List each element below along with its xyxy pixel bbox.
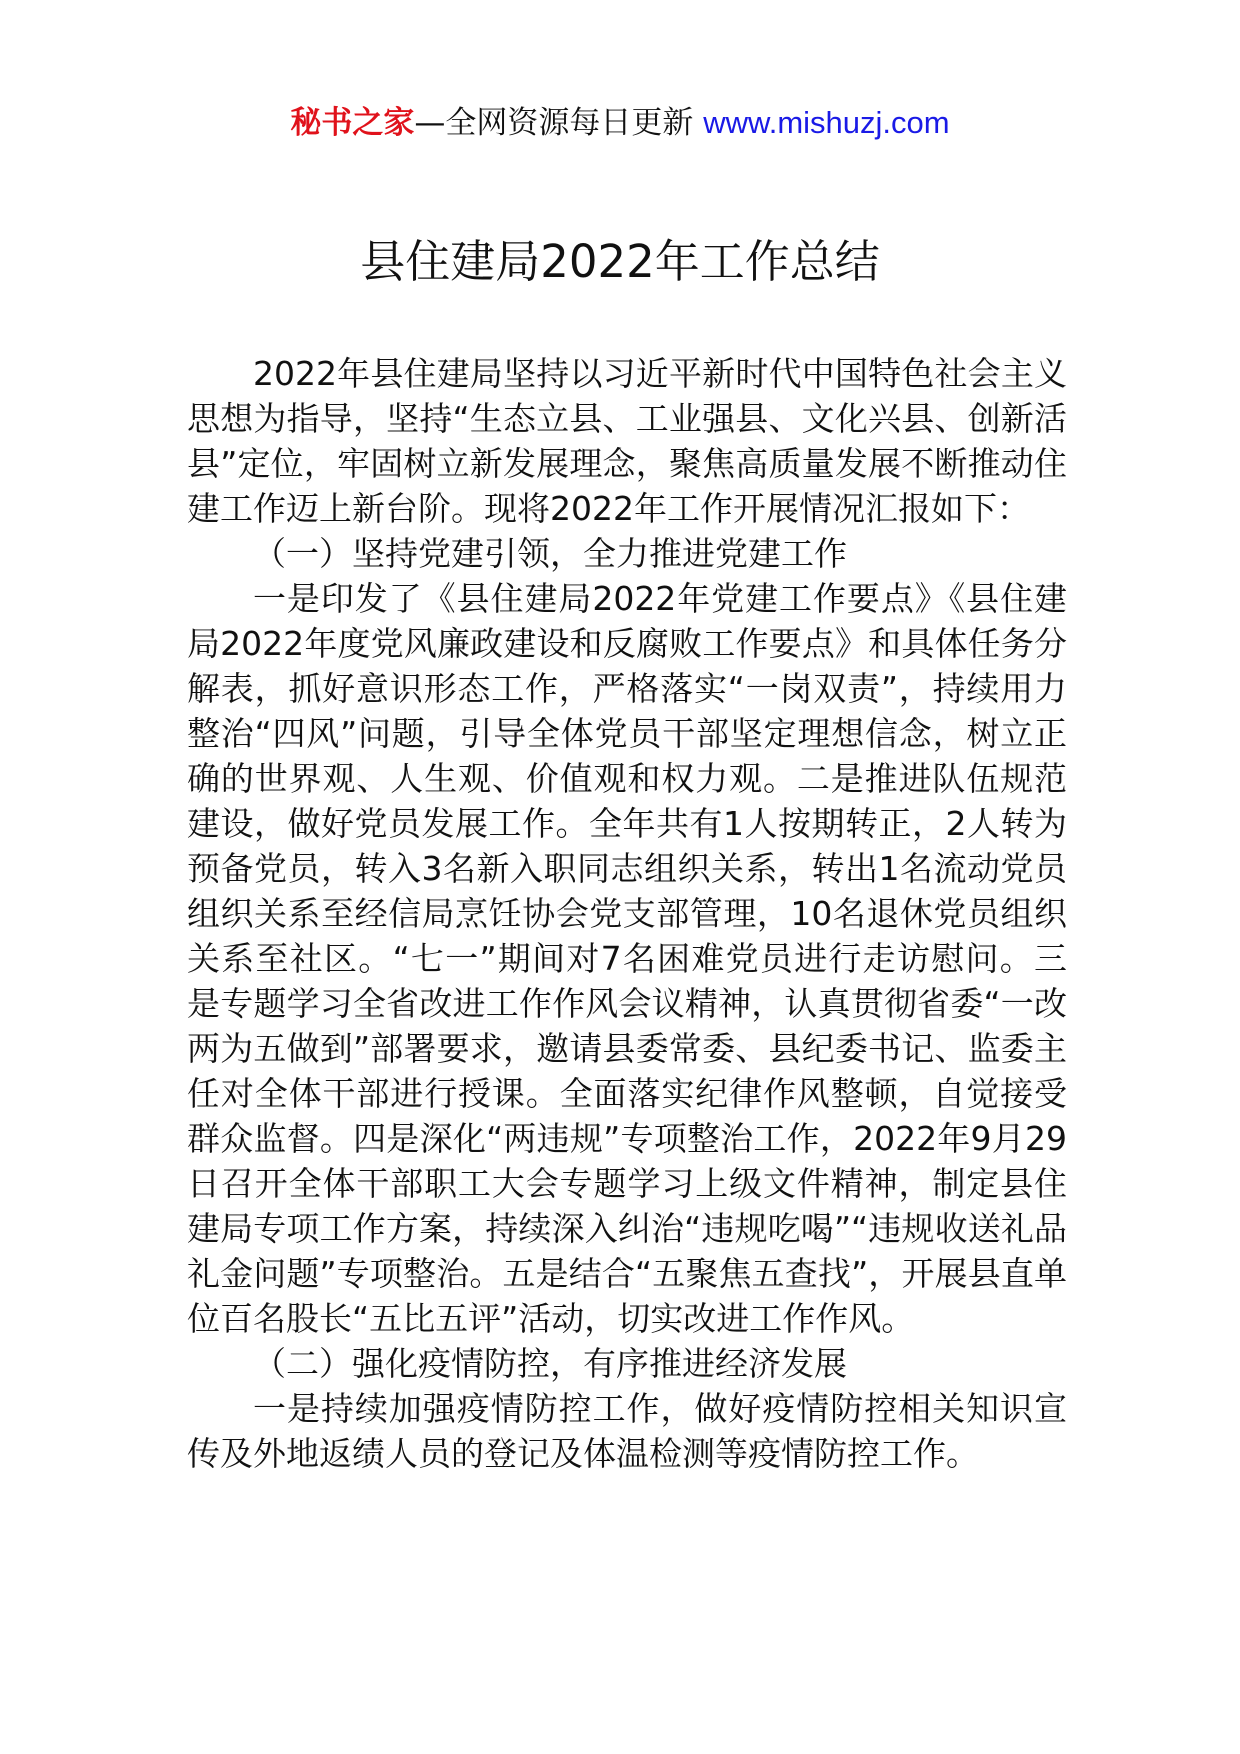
- intro-paragraph: 2022年县住建局坚持以习近平新时代中国特色社会主义思想为指导，坚持“生态立县、工业强县、文化兴县、创新活县”定位，牢固树立新发展理念，聚焦高质量发展不断推动住建工作迈上新台阶。现将2022年工作开展情况汇报如下：: [187, 354, 1067, 528]
- site-url-link[interactable]: www.mishuzj.com: [703, 105, 950, 140]
- section-paragraph-2: 一是持续加强疫情防控工作，做好疫情防控相关知识宣传及外地返绩人员的登记及体温检测等疫情防控工作。: [187, 1389, 1067, 1473]
- document-title: 县住建局2022年工作总结: [360, 235, 880, 288]
- site-slogan: —全网资源每日更新: [414, 105, 704, 141]
- section-heading-2: （二）强化疫情防控，有序推进经济发展: [253, 1344, 847, 1383]
- section-heading-1: （一）坚持党建引领，全力推进党建工作: [253, 534, 847, 573]
- site-header: [0, 100, 1240, 146]
- site-brand: 秘书之家: [290, 105, 415, 141]
- section-paragraph-1: 一是印发了《县住建局2022年党建工作要点》《县住建局2022年度党风廉政建设和反腐败工作要点》和具体任务分解表，抓好意识形态工作，严格落实“一岗双责”，持续用力整治“四风”问题，引导全体党员干部坚定理想信念，树立正确的世界观、人生观、价值观和权力观。二是推进队伍规范建设，做好党员发展工作。全年共有1人按期转正，2人转为预备党员，转入3名新入职同志组织关系，转出1名流动党员组织关系至经信局烹饪协会党支部管理，10名退休党员组织关系至社区。“七一”期间对7名困难党员进行走访慰问。三是专题学习全省改进工作作风会议精神，认真贯彻省委“一改两为五做到”部署要求，邀请县委常委、县纪委书记、监委主任对全体干部进行授课。全面落实纪律作风整顿，自觉接受群众监督。四是深化“两违规”专项整治工作，2022年9月29日召开全体干部职工大会专题学习上级文件精神，制定县住建局专项工作方案，持续深入纠治“违规吃喝”“违规收送礼品礼金问题”专项整治。五是结合“五聚焦五查找”，开展县直单位百名股长“五比五评”活动，切实改进工作作风。: [187, 579, 1067, 1338]
- document-body: [187, 351, 1067, 1476]
